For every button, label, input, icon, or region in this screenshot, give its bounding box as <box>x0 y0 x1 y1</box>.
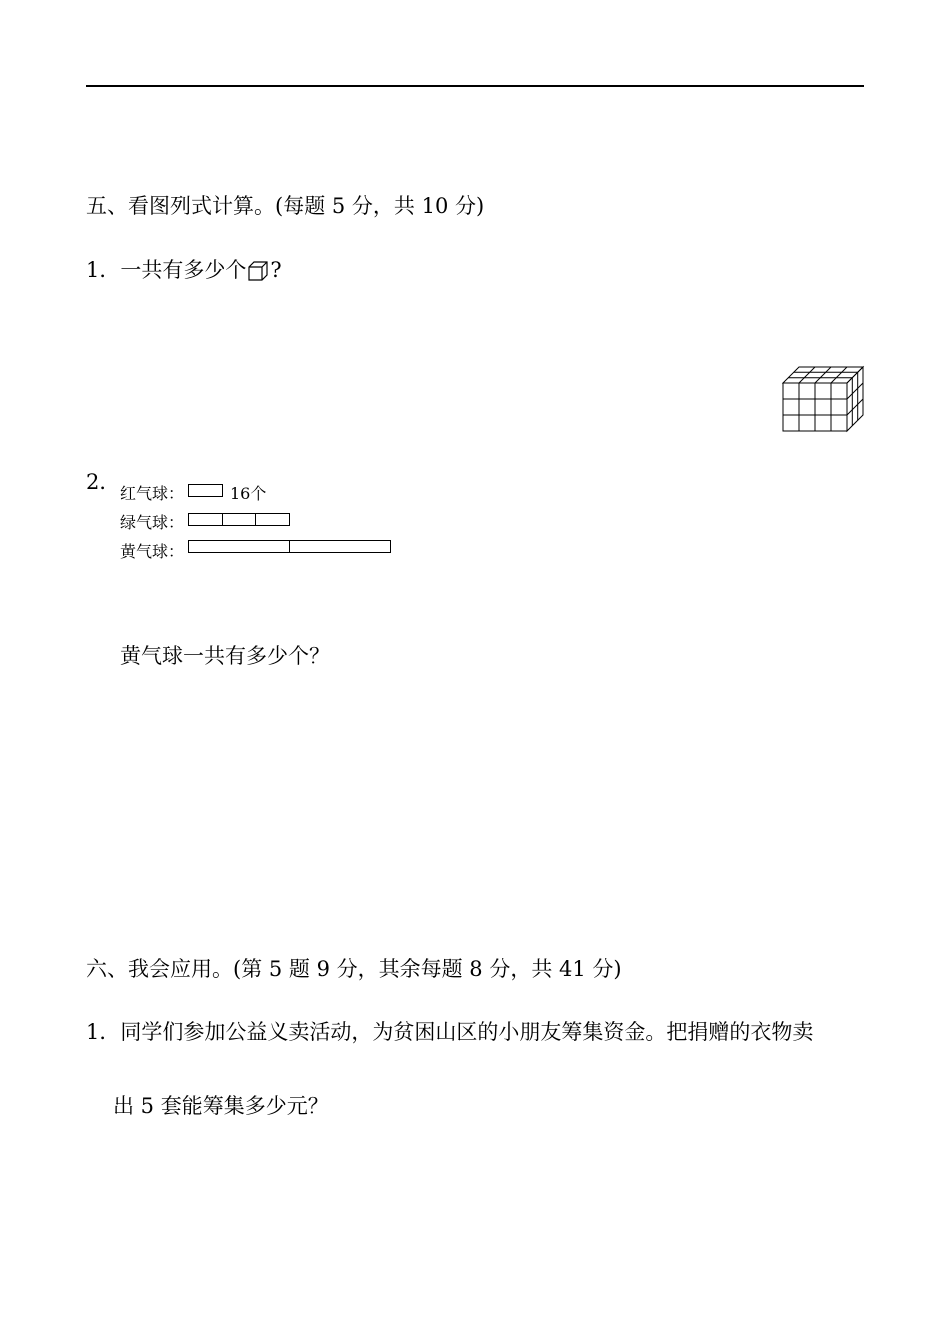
yellow-balloon-label: 黄气球： <box>120 542 185 561</box>
bar-segment <box>189 541 290 552</box>
red-balloon-label: 红气球： <box>120 484 185 503</box>
bar-segment <box>189 485 222 496</box>
bar-segment <box>256 514 289 525</box>
top-rule <box>86 85 864 87</box>
question-number: 2． <box>86 470 121 494</box>
cube-icon <box>247 260 269 286</box>
red-balloon-bar <box>188 484 223 497</box>
question-2-prompt: 黄气球一共有多少个？ <box>120 644 330 668</box>
section-6-question-1 <box>86 1016 813 1046</box>
question-text-before: 一共有多少个 <box>120 258 247 282</box>
cube-stack-figure <box>780 365 866 437</box>
section-6-heading: 六、我会应用。(第 5 题 9 分，其余每题 8 分，共 41 分) <box>86 957 622 981</box>
bar-segment <box>223 514 257 525</box>
bar-segment <box>290 541 390 552</box>
green-balloon-bar <box>188 513 290 526</box>
question-number: 1． <box>86 1020 121 1044</box>
green-balloon-label: 绿气球： <box>120 513 185 532</box>
yellow-balloon-bar <box>188 540 391 553</box>
question-text-line-1: 同学们参加公益义卖活动，为贫困山区的小朋友筹集资金。把捐赠的衣物卖 <box>120 1020 814 1044</box>
question-text-after: ? <box>270 258 282 282</box>
section-5-heading: 五、看图列式计算。(每题 5 分，共 10 分) <box>86 194 485 218</box>
bar-segment <box>189 514 223 525</box>
section-5-question-1 <box>86 254 282 286</box>
red-balloon-value: 16个 <box>230 484 267 503</box>
question-text-line-2: 出 5 套能筹集多少元？ <box>113 1094 329 1118</box>
question-number: 1． <box>86 258 121 282</box>
